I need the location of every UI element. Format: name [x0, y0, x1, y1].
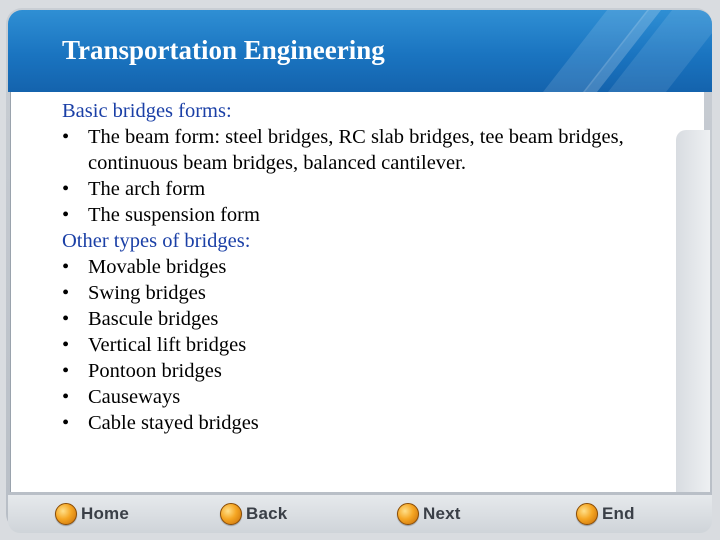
bullet-icon: •: [62, 178, 70, 200]
list-item: [62, 202, 662, 228]
list-item: [62, 124, 662, 176]
list-item: [62, 358, 662, 384]
orange-orb-icon: [55, 503, 77, 525]
section-heading-basic-forms: Basic bridges forms:: [62, 100, 232, 122]
list-item-text: Vertical lift bridges: [88, 334, 247, 356]
list-item-text: Movable bridges: [88, 256, 227, 278]
page-title: Transportation Engineering: [62, 35, 385, 65]
next-button[interactable]: [397, 500, 461, 528]
slide-content: [62, 98, 662, 436]
list-item-text: Swing bridges: [88, 282, 206, 304]
list-item: [62, 254, 662, 280]
section-heading-other-types: Other types of bridges:: [62, 230, 251, 252]
orange-orb-icon: [397, 503, 419, 525]
bullet-icon: •: [62, 204, 70, 226]
other-types-list: [62, 254, 662, 436]
list-item-text: The beam form: steel bridges, RC slab bridges, tee beam bridges, continuous beam bridges, balanced cantilever.: [88, 126, 624, 174]
list-item-text: Pontoon bridges: [88, 360, 222, 382]
list-item-text: Causeways: [88, 386, 181, 408]
list-item-text: Bascule bridges: [88, 308, 219, 330]
bullet-icon: •: [62, 126, 70, 148]
list-item-text: The suspension form: [88, 204, 260, 226]
bullet-icon: •: [62, 282, 70, 304]
bullet-icon: •: [62, 334, 70, 356]
list-item: [62, 384, 662, 410]
list-item: [62, 410, 662, 436]
next-button-label: Next: [423, 504, 461, 523]
back-button[interactable]: [220, 500, 287, 528]
basic-forms-list: [62, 124, 662, 228]
home-button-label: Home: [81, 504, 130, 523]
back-button-label: Back: [246, 504, 288, 523]
list-item: [62, 176, 662, 202]
side-tab-decoration: [676, 130, 710, 492]
orange-orb-icon: [220, 503, 242, 525]
list-item: [62, 280, 662, 306]
end-button[interactable]: [576, 500, 635, 528]
bullet-icon: •: [62, 256, 70, 278]
list-item-text: The arch form: [88, 178, 206, 200]
home-button[interactable]: [55, 500, 129, 528]
list-item: [62, 306, 662, 332]
bullet-icon: •: [62, 360, 70, 382]
list-item-text: Cable stayed bridges: [88, 412, 259, 434]
orange-orb-icon: [576, 503, 598, 525]
bullet-icon: •: [62, 386, 70, 408]
bullet-icon: •: [62, 412, 70, 434]
list-item: [62, 332, 662, 358]
bullet-icon: •: [62, 308, 70, 330]
end-button-label: End: [602, 504, 635, 523]
